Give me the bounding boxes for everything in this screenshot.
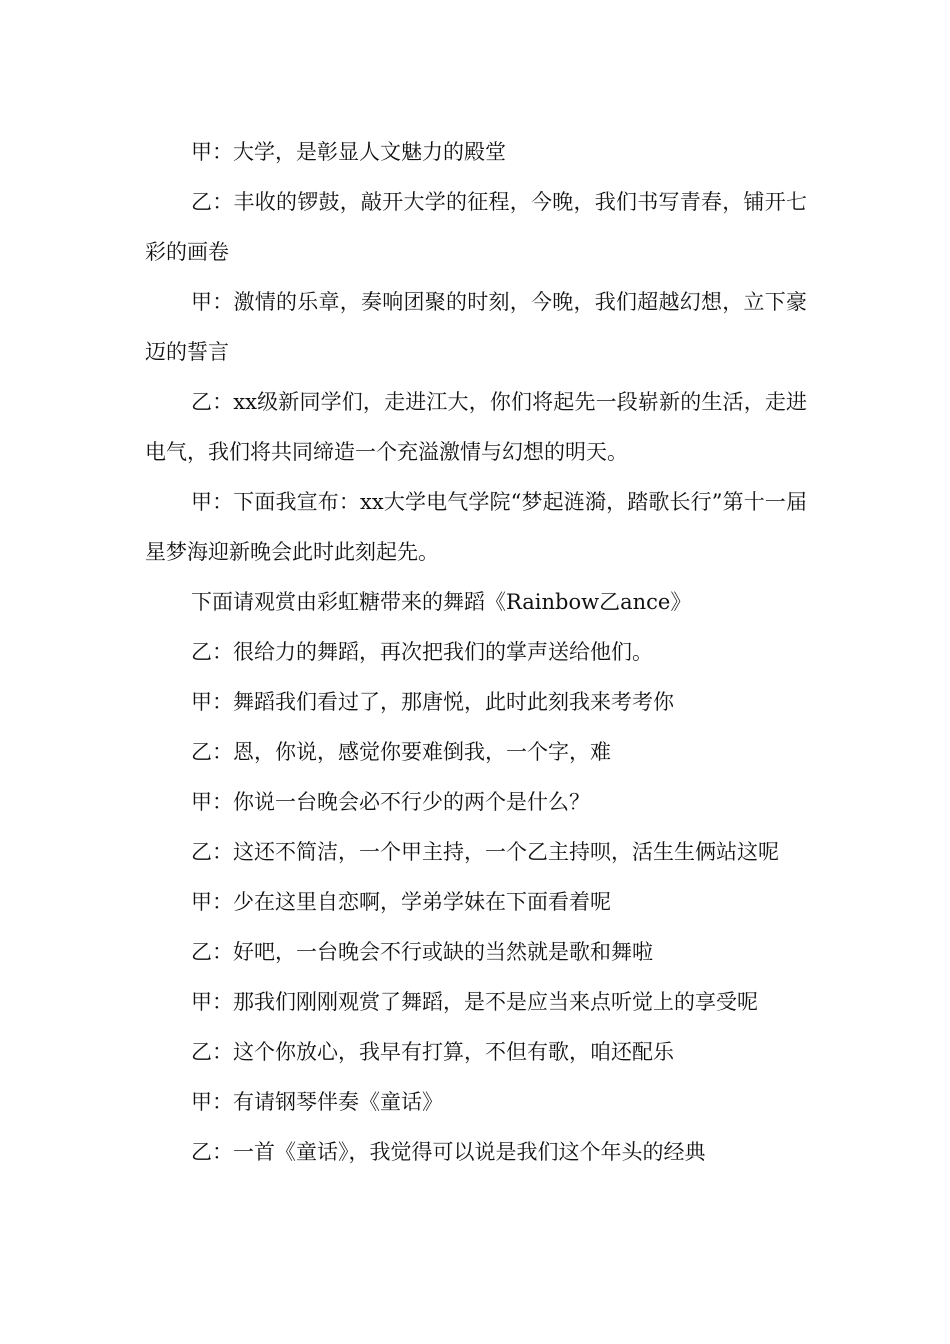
paragraph-12: 甲：少在这里自恋啊，学弟学妹在下面看着呢 [191,890,611,914]
paragraph-8: 甲：舞蹈我们看过了，那唐悦，此时此刻我来考考你 [191,690,674,714]
paragraph-17: 乙：一首《童话》，我觉得可以说是我们这个年头的经典 [191,1140,706,1164]
paragraph-4: 乙：xx级新同学们，走进江大，你们将起先一段崭新的生活，走进电气，我们将共同缔造一个充溢激情与幻想的明天。 [145,390,807,464]
paragraph-1: 甲：大学，是彰显人文魅力的殿堂 [191,140,506,164]
paragraph-10: 甲：你说一台晚会必不行少的两个是什么？ [191,790,590,814]
document-body [145,127,807,1177]
paragraph-3: 甲：激情的乐章，奏响团聚的时刻，今晚，我们超越幻想，立下豪迈的誓言 [145,290,807,364]
paragraph-13: 乙：好吧，一台晚会不行或缺的当然就是歌和舞啦 [191,940,653,964]
paragraph-6: 下面请观赏由彩虹糖带来的舞蹈《Rainbow乙ance》 [191,590,692,614]
paragraph-11: 乙：这还不简洁，一个甲主持，一个乙主持呗，活生生俩站这呢 [191,840,779,864]
paragraph-15: 乙：这个你放心，我早有打算，不但有歌，咱还配乐 [191,1040,674,1064]
paragraph-5: 甲：下面我宣布：xx大学电气学院“梦起涟漪，踏歌长行”第十一届星梦海迎新晚会此时此刻起先。 [145,490,807,564]
paragraph-7: 乙：很给力的舞蹈，再次把我们的掌声送给他们。 [191,640,653,664]
paragraph-16: 甲：有请钢琴伴奏《童话》 [191,1090,443,1114]
paragraph-9: 乙：恩，你说，感觉你要难倒我，一个字，难 [191,740,611,764]
paragraph-14: 甲：那我们刚刚观赏了舞蹈，是不是应当来点听觉上的享受呢 [191,990,758,1014]
paragraph-2: 乙：丰收的锣鼓，敲开大学的征程，今晚，我们书写青春，铺开七彩的画卷 [145,190,807,264]
